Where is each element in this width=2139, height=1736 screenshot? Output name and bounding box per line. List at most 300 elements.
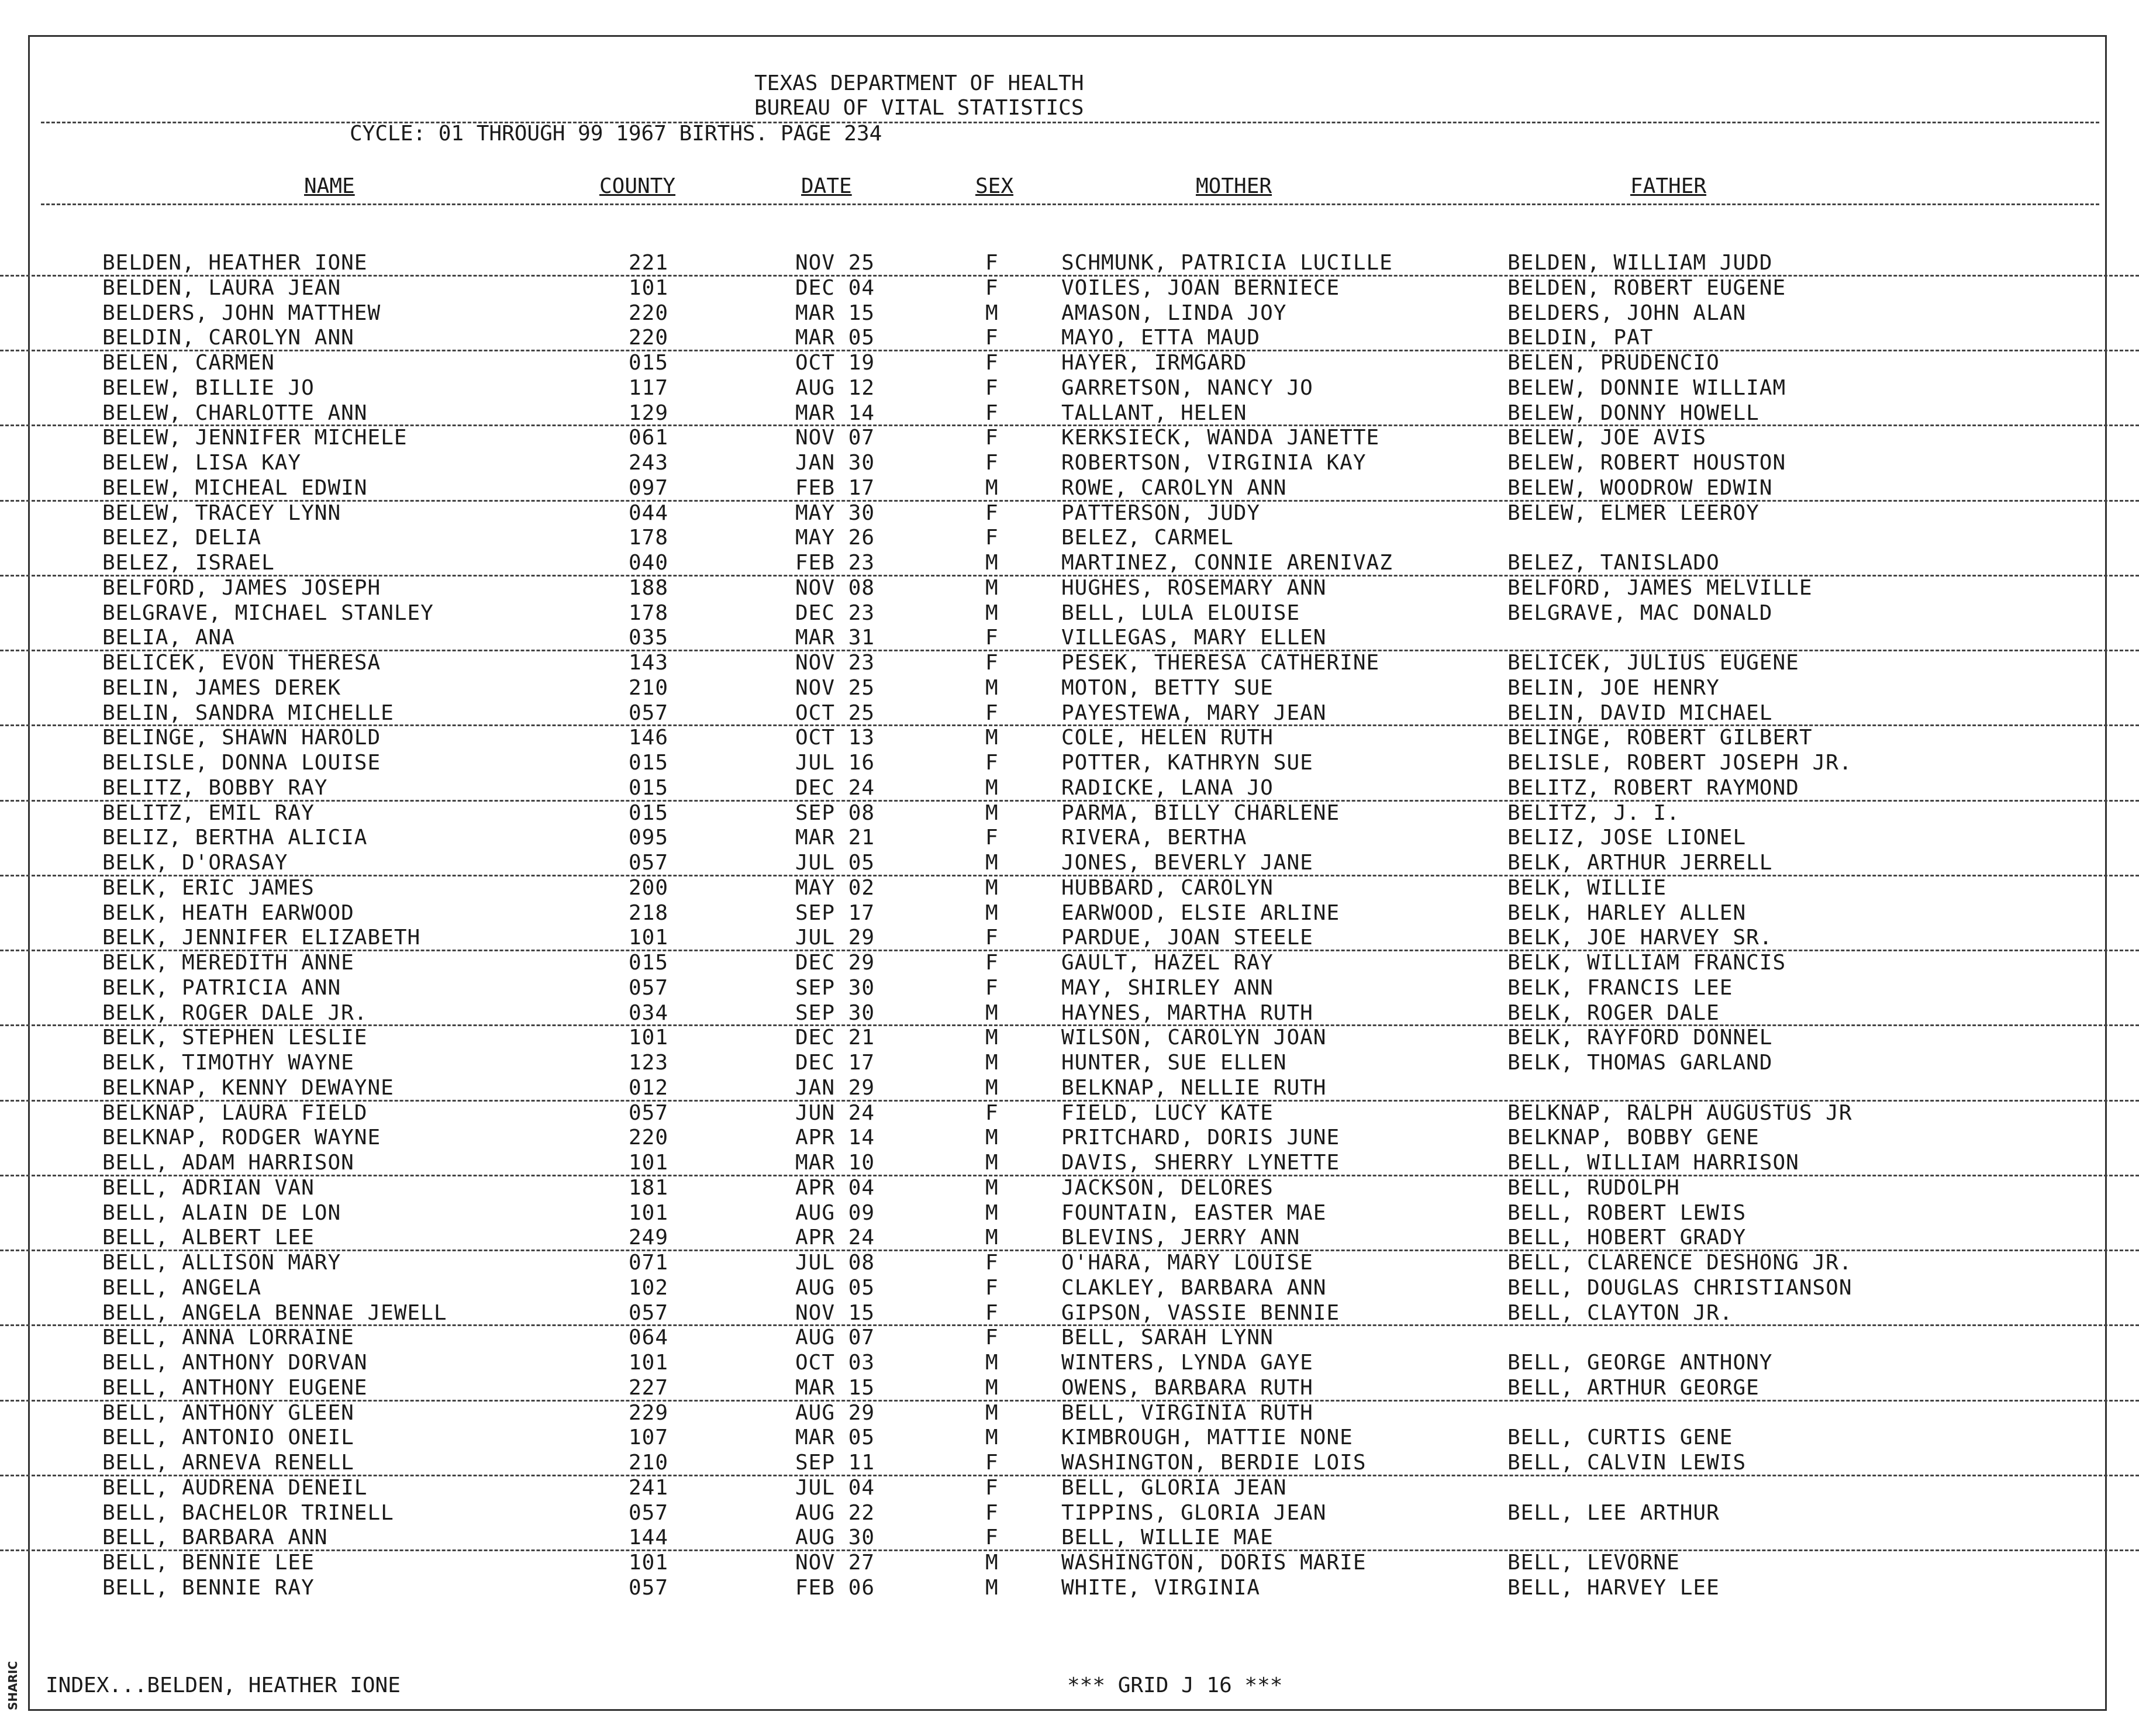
cell-father: BELK, ARTHUR JERRELL xyxy=(1507,851,1773,875)
cell-county: 061 xyxy=(629,426,669,450)
cell-name: BELL, BENNIE LEE xyxy=(102,1551,315,1575)
cell-sex: M xyxy=(985,1051,999,1075)
cell-county: 249 xyxy=(629,1226,669,1250)
cell-sex: M xyxy=(985,575,999,600)
table-row xyxy=(0,1376,2139,1402)
cell-name: BELDERS, JOHN MATTHEW xyxy=(102,301,381,325)
cell-sex: M xyxy=(985,1400,999,1425)
cell-name: BELITZ, EMIL RAY xyxy=(102,800,315,825)
cell-sex: F xyxy=(985,275,999,300)
cell-date: DEC 23 xyxy=(795,600,875,625)
cell-mother: HAYER, IRMGARD xyxy=(1061,351,1247,375)
cell-name: BELL, ALAIN DE LON xyxy=(102,1200,341,1225)
table-row xyxy=(0,577,2139,602)
cell-mother: BELKNAP, NELLIE RUTH xyxy=(1061,1075,1327,1100)
cell-sex: M xyxy=(985,851,999,875)
cell-name: BELL, ADRIAN VAN xyxy=(102,1175,315,1200)
cell-name: BELL, ANGELA xyxy=(102,1275,262,1300)
cell-county: 071 xyxy=(629,1251,669,1275)
cell-county: 057 xyxy=(629,1100,669,1125)
cell-mother: GARRETSON, NANCY JO xyxy=(1061,375,1313,400)
cell-date: OCT 13 xyxy=(795,726,875,750)
cell-sex: F xyxy=(985,1526,999,1550)
cell-mother: HUGHES, ROSEMARY ANN xyxy=(1061,575,1327,600)
cell-name: BELL, ALLISON MARY xyxy=(102,1251,341,1275)
table-row xyxy=(0,402,2139,427)
cell-father: BELITZ, ROBERT RAYMOND xyxy=(1507,775,1799,800)
table-row xyxy=(0,802,2139,827)
cell-county: 015 xyxy=(629,751,669,775)
table-row xyxy=(0,1126,2139,1151)
cell-mother: SCHMUNK, PATRICIA LUCILLE xyxy=(1061,251,1393,275)
cell-name: BELK, D'ORASAY xyxy=(102,851,288,875)
cell-mother: ROBERTSON, VIRGINIA KAY xyxy=(1061,451,1367,475)
cell-sex: M xyxy=(985,1226,999,1250)
cell-mother: HAYNES, MARTHA RUTH xyxy=(1061,1000,1313,1025)
cell-sex: F xyxy=(985,1300,999,1325)
table-row xyxy=(0,677,2139,702)
table-row xyxy=(0,1251,2139,1276)
cell-date: OCT 19 xyxy=(795,351,875,375)
cell-sex: M xyxy=(985,875,999,900)
cell-father: BELEN, PRUDENCIO xyxy=(1507,351,1720,375)
cell-county: 178 xyxy=(629,600,669,625)
cell-name: BELL, ANTHONY GLEEN xyxy=(102,1400,354,1425)
table-row xyxy=(0,1002,2139,1027)
cell-date: JUL 16 xyxy=(795,751,875,775)
cell-sex: M xyxy=(985,1126,999,1150)
cell-sex: M xyxy=(985,1151,999,1175)
cell-name: BELICEK, EVON THERESA xyxy=(102,651,381,675)
table-row xyxy=(0,551,2139,577)
table-row xyxy=(0,876,2139,902)
cell-county: 040 xyxy=(629,551,669,575)
cell-sex: F xyxy=(985,826,999,850)
cell-father: BELL, RUDOLPH xyxy=(1507,1175,1680,1200)
table-row xyxy=(0,1351,2139,1376)
cell-sex: F xyxy=(985,751,999,775)
table-row xyxy=(0,1026,2139,1051)
cell-sex: F xyxy=(985,426,999,450)
cell-county: 241 xyxy=(629,1475,669,1500)
cell-father: BELL, CLARENCE DESHONG JR. xyxy=(1507,1251,1852,1275)
cell-name: BELIZ, BERTHA ALICIA xyxy=(102,826,368,850)
cell-mother: BELL, SARAH LYNN xyxy=(1061,1326,1274,1350)
cell-father: BELL, ROBERT LEWIS xyxy=(1507,1200,1747,1225)
table-row xyxy=(0,1051,2139,1076)
cell-county: 015 xyxy=(629,951,669,975)
cell-county: 220 xyxy=(629,301,669,325)
cell-name: BELK, ROGER DALE JR. xyxy=(102,1000,368,1025)
table-row xyxy=(0,1276,2139,1302)
table-row xyxy=(0,502,2139,527)
cell-name: BELL, ANGELA BENNAE JEWELL xyxy=(102,1300,447,1325)
table-row xyxy=(0,302,2139,327)
cell-father: BELISLE, ROBERT JOSEPH JR. xyxy=(1507,751,1852,775)
cell-name: BELL, BARBARA ANN xyxy=(102,1526,328,1550)
cell-name: BELL, ANNA LORRAINE xyxy=(102,1326,354,1350)
table-row xyxy=(0,651,2139,677)
cell-mother: HUNTER, SUE ELLEN xyxy=(1061,1051,1287,1075)
cell-county: 101 xyxy=(629,1026,669,1050)
cell-name: BELL, ANTHONY EUGENE xyxy=(102,1375,368,1400)
footer-grid: *** GRID J 16 *** xyxy=(1067,1673,1283,1697)
cell-mother: BELL, LULA ELOUISE xyxy=(1061,600,1300,625)
cell-date: NOV 23 xyxy=(795,651,875,675)
cell-sex: F xyxy=(985,1251,999,1275)
cell-mother: PAYESTEWA, MARY JEAN xyxy=(1061,700,1327,725)
cell-father: BELL, CLAYTON JR. xyxy=(1507,1300,1733,1325)
cell-date: FEB 17 xyxy=(795,475,875,500)
column-header-name: NAME xyxy=(304,174,355,198)
cell-county: 015 xyxy=(629,800,669,825)
cell-mother: PRITCHARD, DORIS JUNE xyxy=(1061,1126,1340,1150)
cell-mother: MAYO, ETTA MAUD xyxy=(1061,326,1261,350)
cell-father: BELK, JOE HARVEY SR. xyxy=(1507,926,1773,950)
cell-father: BELIZ, JOSE LIONEL xyxy=(1507,826,1747,850)
cell-sex: F xyxy=(985,626,999,650)
cell-date: AUG 09 xyxy=(795,1200,875,1225)
cell-name: BELL, ANTONIO ONEIL xyxy=(102,1426,354,1450)
cell-father: BELKNAP, RALPH AUGUSTUS JR xyxy=(1507,1100,1852,1125)
cell-mother: WASHINGTON, BERDIE LOIS xyxy=(1061,1451,1367,1475)
table-row xyxy=(0,1151,2139,1176)
cell-county: 117 xyxy=(629,375,669,400)
cell-father: BELL, ARTHUR GEORGE xyxy=(1507,1375,1760,1400)
cell-mother: MAY, SHIRLEY ANN xyxy=(1061,975,1274,1000)
cell-county: 064 xyxy=(629,1326,669,1350)
table-row xyxy=(0,377,2139,402)
cell-mother: WILSON, CAROLYN JOAN xyxy=(1061,1026,1327,1050)
cell-father: BELDEN, ROBERT EUGENE xyxy=(1507,275,1786,300)
cell-county: 188 xyxy=(629,575,669,600)
cell-date: FEB 06 xyxy=(795,1575,875,1600)
cell-name: BELEW, BILLIE JO xyxy=(102,375,315,400)
cell-sex: F xyxy=(985,375,999,400)
cell-father: BELEW, DONNIE WILLIAM xyxy=(1507,375,1786,400)
cell-name: BELK, ERIC JAMES xyxy=(102,875,315,900)
cell-father: BELDIN, PAT xyxy=(1507,326,1654,350)
cell-father: BELL, DOUGLAS CHRISTIANSON xyxy=(1507,1275,1852,1300)
birth-records-table xyxy=(0,251,2139,1602)
cell-county: 057 xyxy=(629,851,669,875)
cell-date: FEB 23 xyxy=(795,551,875,575)
cell-sex: F xyxy=(985,501,999,525)
cell-sex: F xyxy=(985,1475,999,1500)
cell-name: BELIN, JAMES DEREK xyxy=(102,675,341,700)
cell-name: BELL, BACHELOR TRINELL xyxy=(102,1500,394,1525)
cell-name: BELITZ, BOBBY RAY xyxy=(102,775,328,800)
cell-mother: HUBBARD, CAROLYN xyxy=(1061,875,1274,900)
cell-date: MAR 10 xyxy=(795,1151,875,1175)
cell-father: BELEW, JOE AVIS xyxy=(1507,426,1707,450)
cell-father: BELEW, ROBERT HOUSTON xyxy=(1507,451,1786,475)
cell-date: MAY 30 xyxy=(795,501,875,525)
cell-name: BELDEN, HEATHER IONE xyxy=(102,251,368,275)
cell-sex: M xyxy=(985,301,999,325)
cell-county: 101 xyxy=(629,275,669,300)
cell-mother: FOUNTAIN, EASTER MAE xyxy=(1061,1200,1327,1225)
footer-index: INDEX...BELDEN, HEATHER IONE xyxy=(46,1673,401,1697)
cell-father: BELIN, JOE HENRY xyxy=(1507,675,1720,700)
table-row xyxy=(0,976,2139,1002)
table-row xyxy=(0,1502,2139,1527)
cell-sex: M xyxy=(985,1175,999,1200)
cell-father: BELGRAVE, MAC DONALD xyxy=(1507,600,1773,625)
cell-county: 057 xyxy=(629,1300,669,1325)
cell-date: MAR 05 xyxy=(795,326,875,350)
cell-date: AUG 05 xyxy=(795,1275,875,1300)
cell-mother: PESEK, THERESA CATHERINE xyxy=(1061,651,1380,675)
cell-father: BELDEN, WILLIAM JUDD xyxy=(1507,251,1773,275)
cell-date: SEP 17 xyxy=(795,900,875,925)
table-row xyxy=(0,351,2139,377)
header-bureau: BUREAU OF VITAL STATISTICS xyxy=(754,96,1084,120)
cell-name: BELFORD, JAMES JOSEPH xyxy=(102,575,381,600)
cell-date: JUL 04 xyxy=(795,1475,875,1500)
cell-date: JUL 08 xyxy=(795,1251,875,1275)
cell-date: DEC 29 xyxy=(795,951,875,975)
cell-name: BELL, AUDRENA DENEIL xyxy=(102,1475,368,1500)
table-row xyxy=(0,1451,2139,1476)
cell-county: 146 xyxy=(629,726,669,750)
cell-county: 200 xyxy=(629,875,669,900)
cell-name: BELK, STEPHEN LESLIE xyxy=(102,1026,368,1050)
cell-mother: JACKSON, DELORES xyxy=(1061,1175,1274,1200)
cell-date: NOV 15 xyxy=(795,1300,875,1325)
cell-mother: COLE, HELEN RUTH xyxy=(1061,726,1274,750)
table-row xyxy=(0,751,2139,776)
table-row xyxy=(0,1426,2139,1451)
column-header-divider xyxy=(41,203,2099,205)
cell-sex: M xyxy=(985,1000,999,1025)
cell-name: BELDIN, CAROLYN ANN xyxy=(102,326,354,350)
cell-sex: M xyxy=(985,1426,999,1450)
cell-mother: JONES, BEVERLY JANE xyxy=(1061,851,1313,875)
cell-mother: WHITE, VIRGINIA xyxy=(1061,1575,1261,1600)
cell-mother: PARDUE, JOAN STEELE xyxy=(1061,926,1313,950)
column-header-father: FATHER xyxy=(1630,174,1707,198)
cell-sex: F xyxy=(985,1275,999,1300)
table-row xyxy=(0,851,2139,876)
table-row xyxy=(0,1302,2139,1327)
cell-sex: F xyxy=(985,926,999,950)
cell-father: BELINGE, ROBERT GILBERT xyxy=(1507,726,1813,750)
cell-county: 057 xyxy=(629,1575,669,1600)
cell-sex: M xyxy=(985,675,999,700)
cell-name: BELK, TIMOTHY WAYNE xyxy=(102,1051,354,1075)
cell-county: 144 xyxy=(629,1526,669,1550)
cell-sex: M xyxy=(985,1375,999,1400)
cell-father: BELK, HARLEY ALLEN xyxy=(1507,900,1747,925)
column-header-mother: MOTHER xyxy=(1196,174,1272,198)
cell-county: 129 xyxy=(629,401,669,425)
cell-father: BELK, ROGER DALE xyxy=(1507,1000,1720,1025)
cell-county: 097 xyxy=(629,475,669,500)
cell-father: BELDERS, JOHN ALAN xyxy=(1507,301,1747,325)
cell-sex: F xyxy=(985,326,999,350)
cell-mother: BELL, WILLIE MAE xyxy=(1061,1526,1274,1550)
cell-father: BELL, GEORGE ANTHONY xyxy=(1507,1351,1773,1375)
cell-date: AUG 29 xyxy=(795,1400,875,1425)
cell-name: BELIN, SANDRA MICHELLE xyxy=(102,700,394,725)
cell-county: 095 xyxy=(629,826,669,850)
cell-name: BELIA, ANA xyxy=(102,626,235,650)
cell-date: NOV 08 xyxy=(795,575,875,600)
table-row xyxy=(0,1102,2139,1127)
cell-date: NOV 25 xyxy=(795,251,875,275)
cell-sex: F xyxy=(985,526,999,550)
cell-date: JUL 05 xyxy=(795,851,875,875)
table-row xyxy=(0,951,2139,976)
cell-sex: M xyxy=(985,900,999,925)
cell-county: 221 xyxy=(629,251,669,275)
table-row xyxy=(0,626,2139,651)
cell-county: 227 xyxy=(629,1375,669,1400)
table-row xyxy=(0,251,2139,277)
cell-date: MAR 21 xyxy=(795,826,875,850)
cell-date: SEP 08 xyxy=(795,800,875,825)
cell-sex: M xyxy=(985,1575,999,1600)
cell-father: BELITZ, J. I. xyxy=(1507,800,1680,825)
cell-mother: WINTERS, LYNDA GAYE xyxy=(1061,1351,1313,1375)
table-row xyxy=(0,702,2139,727)
cell-mother: RIVERA, BERTHA xyxy=(1061,826,1247,850)
cell-father: BELL, LEE ARTHUR xyxy=(1507,1500,1720,1525)
cell-date: MAR 31 xyxy=(795,626,875,650)
cell-county: 101 xyxy=(629,926,669,950)
cell-name: BELINGE, SHAWN HAROLD xyxy=(102,726,381,750)
cell-mother: WASHINGTON, DORIS MARIE xyxy=(1061,1551,1367,1575)
cell-date: DEC 17 xyxy=(795,1051,875,1075)
cell-father: BELL, HARVEY LEE xyxy=(1507,1575,1720,1600)
table-row xyxy=(0,776,2139,802)
cell-county: 101 xyxy=(629,1551,669,1575)
table-row xyxy=(0,477,2139,502)
cell-father: BELL, LEVORNE xyxy=(1507,1551,1680,1575)
cell-father: BELEW, ELMER LEEROY xyxy=(1507,501,1760,525)
cell-county: 229 xyxy=(629,1400,669,1425)
cell-county: 220 xyxy=(629,326,669,350)
cell-sex: M xyxy=(985,800,999,825)
cell-date: MAY 26 xyxy=(795,526,875,550)
header-cycle: CYCLE: 01 THROUGH 99 1967 BIRTHS. PAGE 234 xyxy=(350,122,882,146)
cell-mother: GIPSON, VASSIE BENNIE xyxy=(1061,1300,1340,1325)
cell-date: MAR 15 xyxy=(795,301,875,325)
cell-mother: BLEVINS, JERRY ANN xyxy=(1061,1226,1300,1250)
table-row xyxy=(0,1526,2139,1551)
cell-name: BELKNAP, LAURA FIELD xyxy=(102,1100,368,1125)
cell-mother: O'HARA, MARY LOUISE xyxy=(1061,1251,1313,1275)
cell-date: MAR 14 xyxy=(795,401,875,425)
cell-sex: F xyxy=(985,401,999,425)
cell-father: BELICEK, JULIUS EUGENE xyxy=(1507,651,1799,675)
cell-sex: F xyxy=(985,1100,999,1125)
cell-name: BELEW, JENNIFER MICHELE xyxy=(102,426,408,450)
table-row xyxy=(0,1576,2139,1602)
cell-sex: M xyxy=(985,551,999,575)
cell-mother: AMASON, LINDA JOY xyxy=(1061,301,1287,325)
cell-name: BELL, ALBERT LEE xyxy=(102,1226,315,1250)
cell-mother: KERKSIECK, WANDA JANETTE xyxy=(1061,426,1380,450)
column-header-county: COUNTY xyxy=(599,174,676,198)
cell-father: BELKNAP, BOBBY GENE xyxy=(1507,1126,1760,1150)
table-row xyxy=(0,726,2139,751)
cell-county: 101 xyxy=(629,1351,669,1375)
cell-date: NOV 27 xyxy=(795,1551,875,1575)
cell-date: APR 04 xyxy=(795,1175,875,1200)
cell-mother: FIELD, LUCY KATE xyxy=(1061,1100,1274,1125)
cell-date: JUL 29 xyxy=(795,926,875,950)
cell-father: BELEW, DONNY HOWELL xyxy=(1507,401,1760,425)
cell-sex: M xyxy=(985,1026,999,1050)
cell-county: 057 xyxy=(629,700,669,725)
table-row xyxy=(0,426,2139,451)
table-row xyxy=(0,902,2139,927)
cell-sex: F xyxy=(985,351,999,375)
cell-name: BELKNAP, RODGER WAYNE xyxy=(102,1126,381,1150)
cell-mother: VOILES, JOAN BERNIECE xyxy=(1061,275,1340,300)
cell-mother: GAULT, HAZEL RAY xyxy=(1061,951,1274,975)
cell-name: BELEN, CARMEN xyxy=(102,351,275,375)
cell-county: 015 xyxy=(629,351,669,375)
cell-county: 035 xyxy=(629,626,669,650)
cell-county: 057 xyxy=(629,975,669,1000)
cell-name: BELEW, LISA KAY xyxy=(102,451,302,475)
cell-father: BELL, CALVIN LEWIS xyxy=(1507,1451,1747,1475)
cell-sex: M xyxy=(985,775,999,800)
cell-county: 123 xyxy=(629,1051,669,1075)
cell-county: 218 xyxy=(629,900,669,925)
cell-father: BELEW, WOODROW EDWIN xyxy=(1507,475,1773,500)
cell-county: 101 xyxy=(629,1151,669,1175)
cell-date: DEC 24 xyxy=(795,775,875,800)
cell-father: BELK, FRANCIS LEE xyxy=(1507,975,1733,1000)
side-label: SHARIC xyxy=(6,1661,20,1710)
cell-name: BELL, ANTHONY DORVAN xyxy=(102,1351,368,1375)
cell-county: 102 xyxy=(629,1275,669,1300)
cell-name: BELEW, TRACEY LYNN xyxy=(102,501,341,525)
cell-sex: F xyxy=(985,1500,999,1525)
cell-mother: CLAKLEY, BARBARA ANN xyxy=(1061,1275,1327,1300)
cell-mother: OWENS, BARBARA RUTH xyxy=(1061,1375,1313,1400)
cell-county: 243 xyxy=(629,451,669,475)
cell-date: AUG 30 xyxy=(795,1526,875,1550)
cell-name: BELGRAVE, MICHAEL STANLEY xyxy=(102,600,434,625)
cell-date: AUG 07 xyxy=(795,1326,875,1350)
cell-name: BELK, MEREDITH ANNE xyxy=(102,951,354,975)
table-row xyxy=(0,277,2139,302)
cell-father: BELFORD, JAMES MELVILLE xyxy=(1507,575,1813,600)
cell-name: BELK, JENNIFER ELIZABETH xyxy=(102,926,421,950)
table-row xyxy=(0,826,2139,851)
cell-sex: F xyxy=(985,1326,999,1350)
cell-sex: M xyxy=(985,600,999,625)
cell-county: 057 xyxy=(629,1500,669,1525)
cell-sex: F xyxy=(985,975,999,1000)
cell-date: MAR 05 xyxy=(795,1426,875,1450)
table-row xyxy=(0,1202,2139,1227)
cell-mother: EARWOOD, ELSIE ARLINE xyxy=(1061,900,1340,925)
cell-date: APR 24 xyxy=(795,1226,875,1250)
cell-name: BELEZ, ISRAEL xyxy=(102,551,275,575)
cell-date: JAN 29 xyxy=(795,1075,875,1100)
cell-mother: PARMA, BILLY CHARLENE xyxy=(1061,800,1340,825)
cell-name: BELL, ADAM HARRISON xyxy=(102,1151,354,1175)
cell-father: BELL, WILLIAM HARRISON xyxy=(1507,1151,1799,1175)
cell-mother: KIMBROUGH, MATTIE NONE xyxy=(1061,1426,1353,1450)
cell-mother: ROWE, CAROLYN ANN xyxy=(1061,475,1287,500)
